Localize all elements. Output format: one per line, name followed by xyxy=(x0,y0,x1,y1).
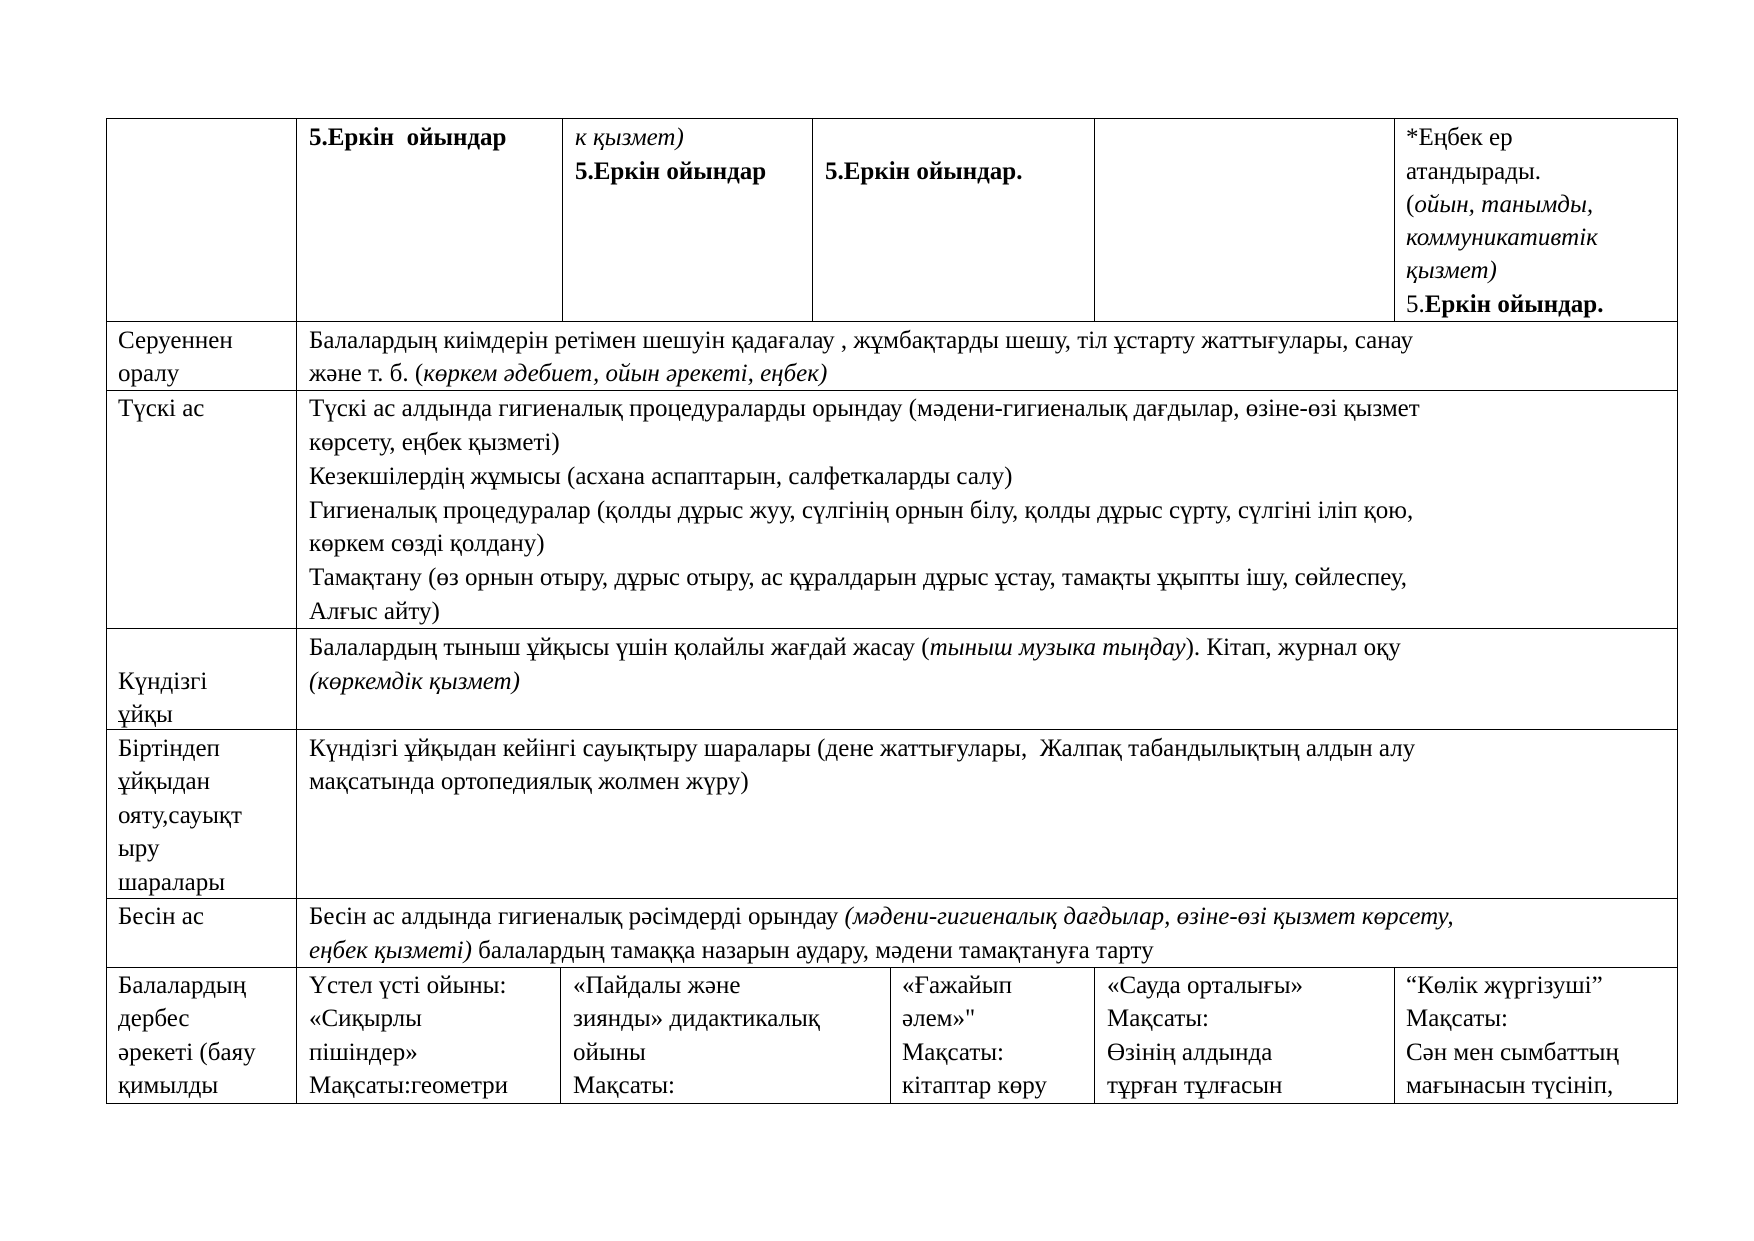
activity-cell-text: «Пайдалы және xyxy=(573,972,741,999)
activity-cell-text: мағынасын түсініп, xyxy=(1406,1072,1614,1099)
activity-cell-text: Мақсаты: xyxy=(1406,1005,1508,1032)
cell-free-games: 5.Еркін ойындар xyxy=(309,124,507,151)
activity-cell-text: әлем»" xyxy=(902,1005,976,1032)
row-text: Күндізгі ұйқыдан кейінгі сауықтыру шаралары (дене жаттығулары, Жалпақ табандылықтың алдын алу xyxy=(309,735,1416,762)
text-span: 5. xyxy=(1406,291,1425,318)
row-text xyxy=(309,900,1454,934)
cell-text: *Еңбек ер xyxy=(1406,124,1513,151)
row-text: мақсатында ортопедиялық жолмен жүру) xyxy=(309,768,749,795)
activity-cell-text: зиянды» дидактикалық xyxy=(573,1005,820,1032)
text-span: балалардың тамаққа назарын аудару, мәдени тамақтануға тарту xyxy=(471,937,1154,964)
activity-cell-text: «Ғажайып xyxy=(902,972,1012,999)
cell-free-games: 5.Еркін ойындар. xyxy=(825,158,1023,185)
activity-cell-text: тұрған тұлғасын xyxy=(1107,1072,1283,1099)
activity-cell-text: Мақсаты: xyxy=(902,1039,1004,1066)
activity-cell-text: Үстел үсті ойыны: xyxy=(309,972,507,999)
row-label: ыру xyxy=(118,835,160,862)
row-label: Балалардың xyxy=(118,972,247,999)
row-text: Тамақтану (өз орнын отыру, дұрыс отыру, ас құралдарын дұрыс ұстау, тамақты ұқыпты ішу, сөйлеспеу, xyxy=(309,564,1408,591)
row-label: Түскі ас xyxy=(118,395,205,422)
row-label: Біртіндеп xyxy=(118,735,220,762)
activity-cell-text: “Көлік жүргізуші” xyxy=(1406,972,1603,999)
row-label: оралу xyxy=(118,360,180,387)
text-span: Еркін ойындар. xyxy=(1424,291,1604,318)
activity-cell-text: Мақсаты: xyxy=(573,1072,675,1099)
table-border-right xyxy=(1677,118,1678,1104)
row-text: Гигиеналық процедуралар (қолды дұрыс жуу, сүлгінің орнын білу, қолды дұрыс сүрту, сүлгіні іліп қою, xyxy=(309,497,1414,524)
column-divider xyxy=(1094,967,1095,1104)
text-span: Балалардың тыныш ұйқысы үшін қолайлы жағдай жасау ( xyxy=(309,634,930,661)
column-divider xyxy=(1394,118,1395,322)
row-label: ояту,сауықт xyxy=(118,802,242,829)
table-border-left xyxy=(106,118,107,1104)
activity-cell-text: «Сиқырлы xyxy=(309,1005,422,1032)
activity-cell-text: Мақсаты:геометри xyxy=(309,1072,509,1099)
row-text: Балалардың киімдерін ретімен шешуін қадағалау , жұмбақтарды шешу, тіл ұстарту жаттығулары, санау xyxy=(309,327,1413,354)
column-divider xyxy=(812,118,813,322)
row-text xyxy=(309,934,1154,968)
cell-free-games: 5.Еркін ойындар xyxy=(575,158,767,185)
row-label: қимылды xyxy=(118,1072,219,1099)
activity-cell-text: ойыны xyxy=(573,1039,646,1066)
activity-cell-text: «Сауда орталығы» xyxy=(1107,972,1304,999)
activity-cell-text: кітаптар көру xyxy=(902,1072,1047,1099)
column-divider xyxy=(890,967,891,1104)
column-divider xyxy=(1094,118,1095,322)
row-text: көрсету, еңбек қызметі) xyxy=(309,429,560,456)
column-divider xyxy=(562,118,563,322)
text-span: еңбек қызметі) xyxy=(309,937,472,964)
row-divider xyxy=(106,898,1678,899)
row-label: ұйқы xyxy=(118,701,173,728)
text-span: ). Кітап, журнал оқу xyxy=(1185,634,1401,661)
row-text: Кезекшілердің жұмысы (асхана аспаптарын, салфеткаларды салу) xyxy=(309,463,1013,490)
row-label: Бесін ас xyxy=(118,903,204,930)
table-border-bottom xyxy=(106,1103,1678,1104)
cell-text xyxy=(1406,188,1593,222)
row-text: (көркемдік қызмет) xyxy=(309,668,520,695)
text-span: және т. б. ( xyxy=(309,360,424,387)
text-span: көркем әдебиет, ойын әрекеті, еңбек) xyxy=(423,360,828,387)
cell-text: атандырады. xyxy=(1406,158,1542,185)
label-column-divider xyxy=(296,118,297,1104)
row-text: Түскі ас алдында гигиеналық процедураларды орындау (мәдени-гигиеналық дағдылар, өзіне-өзі қызмет xyxy=(309,395,1420,422)
row-label: Күндізгі xyxy=(118,668,208,695)
row-label: әрекеті (баяу xyxy=(118,1039,256,1066)
text-span: ойын, танымды, xyxy=(1414,191,1594,218)
row-label: ұйқыдан xyxy=(118,768,211,795)
text-span: тыныш музыка тыңдау xyxy=(929,634,1186,661)
row-divider xyxy=(106,729,1678,730)
cell-text: қызмет) xyxy=(1406,257,1497,284)
cell-text: коммуникативтік xyxy=(1406,224,1598,251)
row-label: Серуеннен xyxy=(118,327,233,354)
column-divider xyxy=(560,967,561,1104)
activity-cell-text: Сән мен сымбаттың xyxy=(1406,1039,1619,1066)
activity-cell-text: пішіндер» xyxy=(309,1039,418,1066)
text-span: ( xyxy=(1406,191,1415,218)
row-text xyxy=(309,631,1401,665)
row-text: көркем сөзді қолдану) xyxy=(309,530,545,557)
column-divider xyxy=(1394,967,1395,1104)
text-span: Бесін ас алдында гигиеналық рәсімдерді орындау xyxy=(309,903,845,930)
cell-text: к қызмет) xyxy=(575,124,684,151)
row-text: Алғыс айту) xyxy=(309,598,440,625)
row-label: дербес xyxy=(118,1005,190,1032)
row-label: шаралары xyxy=(118,869,226,896)
cell-free-games xyxy=(1406,288,1603,322)
activity-cell-text: Өзінің алдында xyxy=(1107,1039,1273,1066)
text-span: (мәдени-гигиеналық дағдылар, өзіне-өзі қызмет көрсету, xyxy=(844,903,1454,930)
row-text xyxy=(309,357,827,391)
activity-cell-text: Мақсаты: xyxy=(1107,1005,1209,1032)
table-border-top xyxy=(106,118,1678,119)
